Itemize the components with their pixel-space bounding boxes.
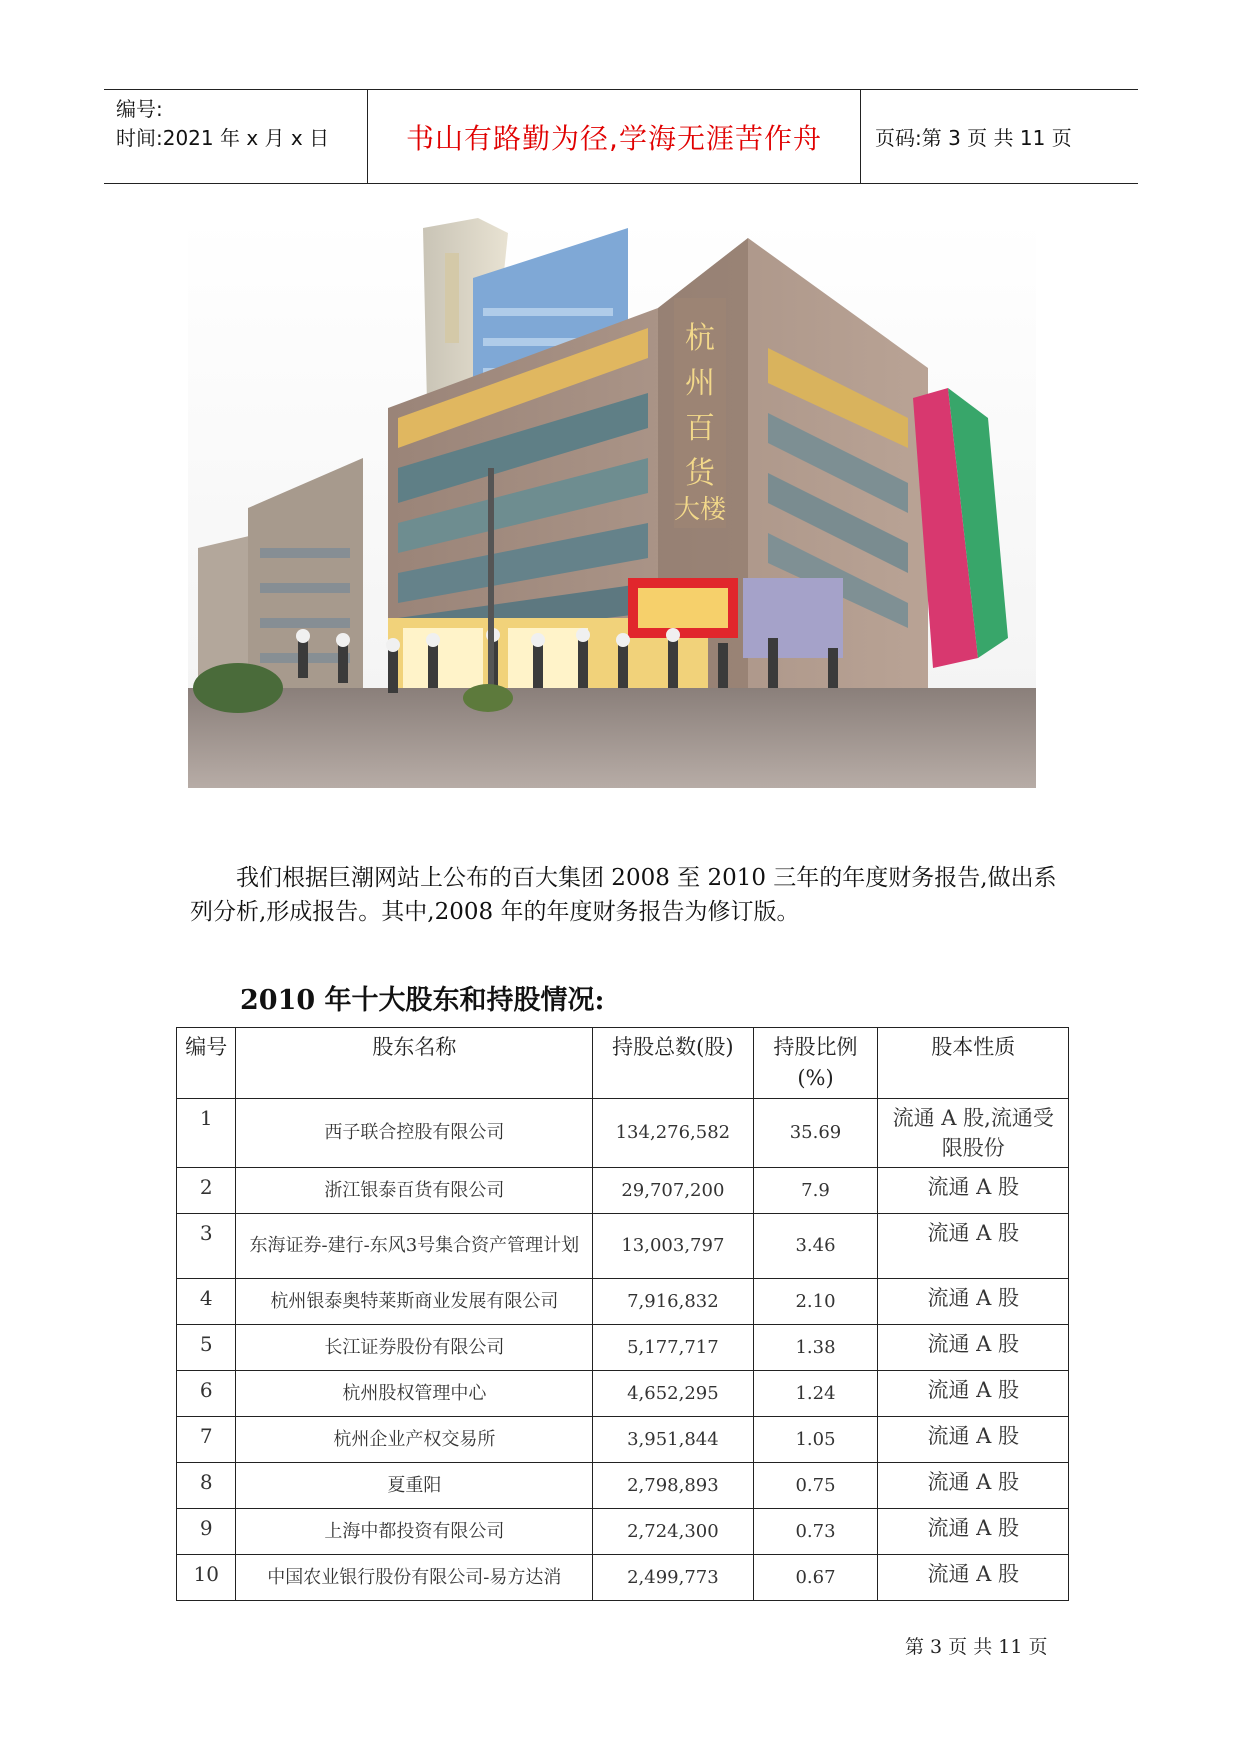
- row-pct: 7.9: [753, 1168, 878, 1214]
- row-no: 7: [177, 1417, 236, 1463]
- header-type: 股本性质: [878, 1028, 1069, 1099]
- row-pct: 1.24: [753, 1371, 878, 1417]
- table-row: [177, 1214, 1069, 1279]
- header-motto-cell: [368, 90, 861, 183]
- row-no: 2: [177, 1168, 236, 1214]
- row-type: 流通 A 股: [878, 1371, 1069, 1417]
- table-header-row: [177, 1028, 1069, 1099]
- row-count: 2,499,773: [593, 1555, 753, 1601]
- row-name: 长江证券股份有限公司: [236, 1325, 593, 1371]
- header-page-label: 页码:第 3 页 共 11 页: [875, 126, 1072, 150]
- row-count: 5,177,717: [593, 1325, 753, 1371]
- header-no: 编号: [177, 1028, 236, 1099]
- shareholder-table: [176, 1027, 1069, 1601]
- row-type: 流通 A 股: [878, 1214, 1069, 1279]
- section-title: 2010 年十大股东和持股情况:: [240, 985, 605, 1016]
- intro-paragraph: 我们根据巨潮网站上公布的百大集团 2008 至 2010 三年的年度财务报告,做出系列分析,形成报告。其中,2008 年的年度财务报告为修订版。: [190, 865, 1057, 925]
- header-name: 股东名称: [236, 1028, 593, 1099]
- document-time-label: 时间:2021 年 x 月 x 日: [116, 126, 330, 150]
- row-pct: 1.38: [753, 1325, 878, 1371]
- row-type: 流通 A 股: [878, 1555, 1069, 1601]
- table-row: [177, 1417, 1069, 1463]
- row-name: 东海证券-建行-东风3号集合资产管理计划: [236, 1214, 593, 1279]
- row-type: 流通 A 股: [878, 1509, 1069, 1555]
- row-count: 7,916,832: [593, 1279, 753, 1325]
- row-no: 5: [177, 1325, 236, 1371]
- row-name: 杭州企业产权交易所: [236, 1417, 593, 1463]
- building-sign-char: 州: [685, 366, 715, 401]
- table-row: [177, 1279, 1069, 1325]
- building-sign-char: 百: [685, 411, 715, 446]
- row-count: 13,003,797: [593, 1214, 753, 1279]
- table-row: [177, 1509, 1069, 1555]
- table-row: [177, 1463, 1069, 1509]
- row-type: 流通 A 股: [878, 1463, 1069, 1509]
- row-count: 3,951,844: [593, 1417, 753, 1463]
- table-row: [177, 1371, 1069, 1417]
- row-count: 4,652,295: [593, 1371, 753, 1417]
- row-name: 夏重阳: [236, 1463, 593, 1509]
- table-row: [177, 1555, 1069, 1601]
- table-row: [177, 1099, 1069, 1168]
- row-no: 4: [177, 1279, 236, 1325]
- row-name: 西子联合控股有限公司: [236, 1099, 593, 1168]
- row-no: 3: [177, 1214, 236, 1279]
- row-type: 流通 A 股: [878, 1417, 1069, 1463]
- row-no: 6: [177, 1371, 236, 1417]
- row-name: 杭州银泰奥特莱斯商业发展有限公司: [236, 1279, 593, 1325]
- intro-text: [190, 861, 1060, 929]
- building-sign-char: 货: [685, 456, 715, 491]
- row-count: 2,724,300: [593, 1509, 753, 1555]
- building-sign-char: 杭: [685, 321, 715, 356]
- row-count: 2,798,893: [593, 1463, 753, 1509]
- row-pct: 0.75: [753, 1463, 878, 1509]
- row-no: 1: [177, 1099, 236, 1168]
- row-pct: 2.10: [753, 1279, 878, 1325]
- row-no: 8: [177, 1463, 236, 1509]
- row-name: 上海中都投资有限公司: [236, 1509, 593, 1555]
- header-meta: [104, 90, 368, 183]
- row-name: 中国农业银行股份有限公司-易方达消: [236, 1555, 593, 1601]
- row-type: 流通 A 股: [878, 1325, 1069, 1371]
- row-pct: 35.69: [753, 1099, 878, 1168]
- table-row: [177, 1325, 1069, 1371]
- row-name: 浙江银泰百货有限公司: [236, 1168, 593, 1214]
- row-pct: 0.67: [753, 1555, 878, 1601]
- table-row: [177, 1168, 1069, 1214]
- row-no: 9: [177, 1509, 236, 1555]
- row-type: 流通 A 股: [878, 1168, 1069, 1214]
- footer-page-number: 第 3 页 共 11 页: [905, 1636, 1048, 1658]
- header-pct: 持股比例(%): [753, 1028, 878, 1099]
- row-no: 10: [177, 1555, 236, 1601]
- header-count: 持股总数(股): [593, 1028, 753, 1099]
- motto-text: 书山有路勤为径,学海无涯苦作舟: [406, 121, 822, 155]
- row-pct: 3.46: [753, 1214, 878, 1279]
- row-type: 流通 A 股: [878, 1279, 1069, 1325]
- row-name: 杭州股权管理中心: [236, 1371, 593, 1417]
- header-page-cell: [861, 90, 1138, 183]
- building-sign-char: 大楼: [673, 495, 727, 525]
- row-count: 29,707,200: [593, 1168, 753, 1214]
- building-photo: [188, 218, 1036, 788]
- row-count: 134,276,582: [593, 1099, 753, 1168]
- row-type: 流通 A 股,流通受限股份: [878, 1099, 1069, 1168]
- page-header: [104, 89, 1138, 184]
- document-number-label: 编号:: [116, 97, 163, 121]
- row-pct: 1.05: [753, 1417, 878, 1463]
- row-pct: 0.73: [753, 1509, 878, 1555]
